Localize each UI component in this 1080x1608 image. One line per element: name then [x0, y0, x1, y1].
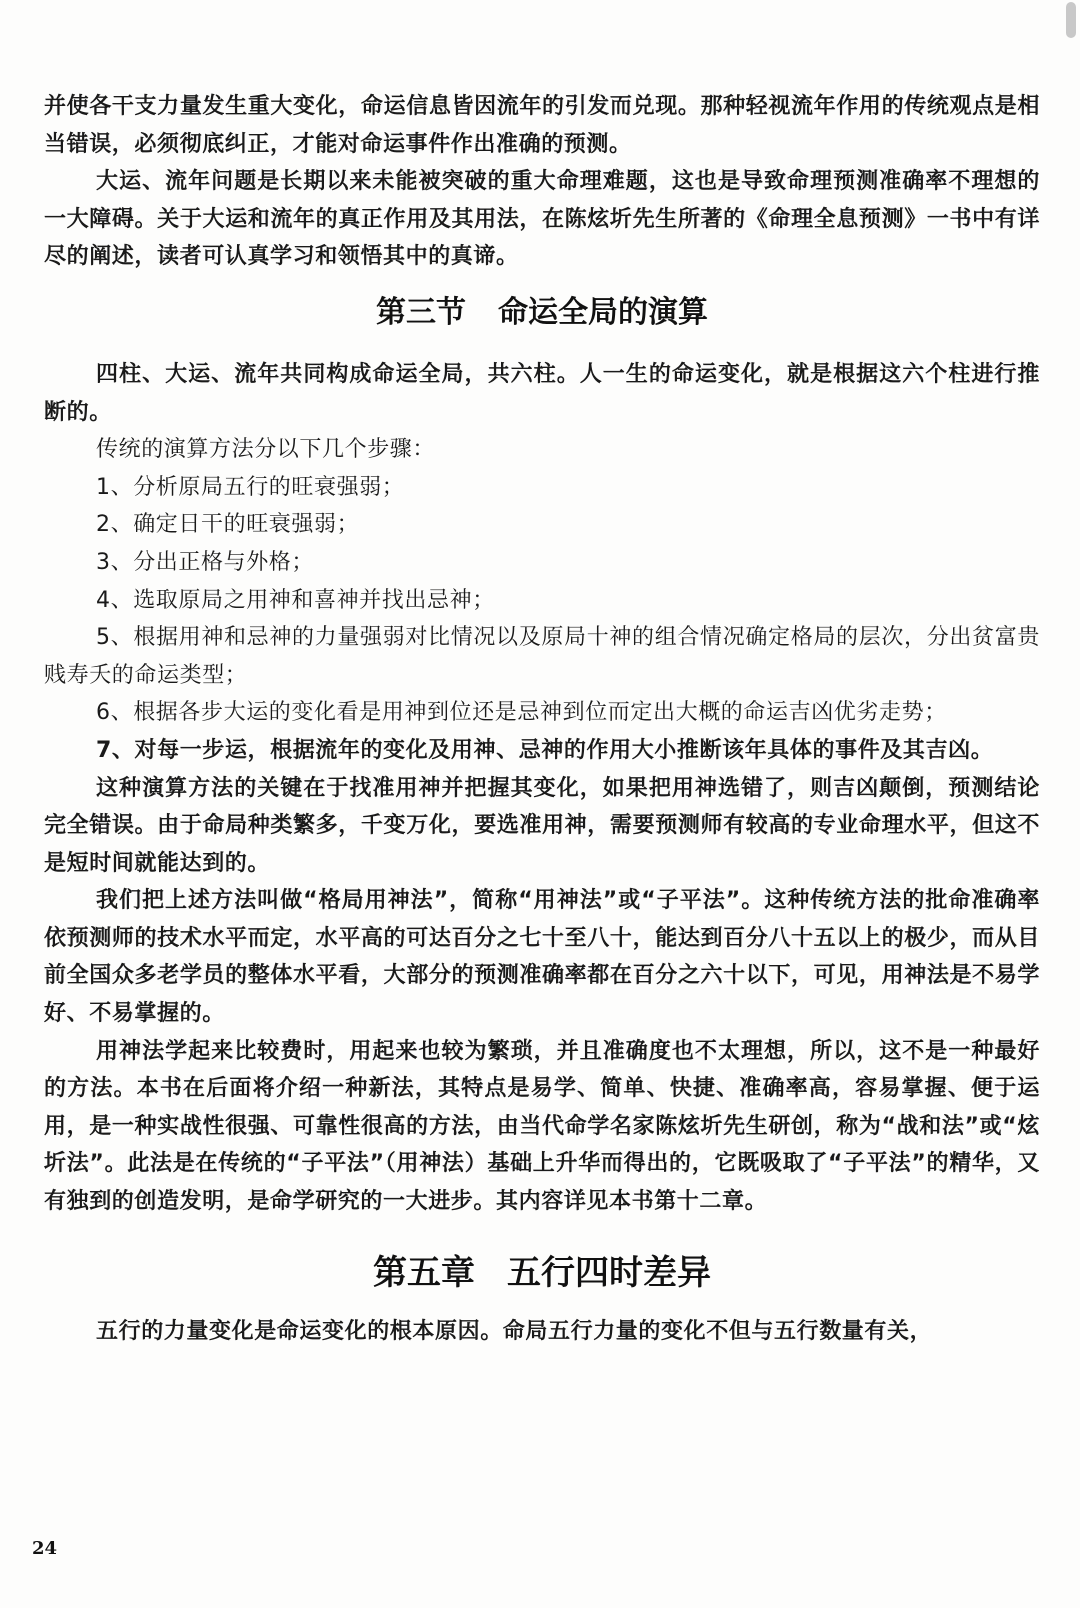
chapter-number: 第五章 — [373, 1252, 475, 1293]
chapter-paragraph-1: 五行的力量变化是命运变化的根本原因。命局五行力量的变化不但与五行数量有关， — [96, 1318, 933, 1344]
step-item-2: 2、确定日干的旺衰强弱； — [96, 512, 360, 538]
step-item-7: 7、对每一步运，根据流年的变化及用神、忌神的作用大小推断该年具体的事件及其吉凶。 — [96, 737, 994, 763]
section-paragraph-4: 我们把上述方法叫做“格局用神法”，简称“用神法”或“子平法”。这种传统方法的批命准确率依预测师的技术水平而定，水平高的可达百分之七十至八十，能达到百分八十五以上的极少，而从目前全国众多老学员的整体水平看，大部分的预测准确率都在百分之六十以下，可见，用神法是不易学好、不易掌握的。 — [44, 888, 1040, 1027]
section-heading — [44, 282, 1040, 344]
step-item-4: 4、选取原局之用神和喜神并找出忌神； — [96, 587, 495, 613]
chapter-title: 五行四时差异 — [507, 1252, 711, 1293]
step-item-1: 1、分析原局五行的旺衰强弱； — [96, 474, 405, 500]
section-title: 命运全局的演算 — [498, 294, 708, 330]
step-item-3: 3、分出正格与外格； — [96, 549, 314, 575]
section-number: 第三节 — [376, 294, 466, 330]
intro-paragraph-1: 并使各干支力量发生重大变化，命运信息皆因流年的引发而兑现。那种轻视流年作用的传统观点是相当错误，必须彻底纠正，才能对命运事件作出准确的预测。 — [44, 94, 1040, 157]
intro-paragraph-2: 大运、流年问题是长期以来未能被突破的重大命理难题，这也是导致命理预测准确率不理想的一大障碍。关于大运和流年的真正作用及其用法，在陈炫圻先生所著的《命理全息预测》一书中有详尽的阐述，读者可认真学习和领悟其中的真谛。 — [44, 169, 1040, 270]
section-paragraph-5: 用神法学起来比较费时，用起来也较为繁琐，并且准确度也不太理想，所以，这不是一种最好的方法。本书在后面将介绍一种新法，其特点是易学、简单、快捷、准确率高，容易掌握、便于运用，是一种实战性很强、可靠性很高的方法，由当代命学名家陈炫圻先生研创，称为“战和法”或“炫圻法”。此法是在传统的“子平法”（用神法）基础上升华而得出的，它既吸取了“子平法”的精华，又有独到的创造发明，是命学研究的一大进步。其内容详见本书第十二章。 — [44, 1038, 1040, 1215]
section-paragraph-1: 四柱、大运、流年共同构成命运全局，共六柱。人一生的命运变化，就是根据这六个柱进行推断的。 — [44, 361, 1040, 425]
page-number: 24 — [32, 1538, 58, 1559]
step-item-6: 6、根据各步大运的变化看是用神到位还是忌神到位而定出大概的命运吉凶优劣走势； — [96, 700, 947, 726]
chapter-heading — [44, 1235, 1040, 1311]
page-content — [44, 88, 1040, 1350]
scrollbar-thumb[interactable] — [1066, 2, 1076, 38]
step-item-5: 5、根据用神和忌神的力量强弱对比情况以及原局十神的组合情况确定格局的层次，分出贫富贵贱寿夭的命运类型； — [44, 625, 1040, 688]
section-paragraph-2: 传统的演算方法分以下几个步骤： — [96, 437, 436, 463]
section-paragraph-3: 这种演算方法的关键在于找准用神并把握其变化，如果把用神选错了，则吉凶颠倒，预测结论完全错误。由于命局种类繁多，千变万化，要选准用神，需要预测师有较高的专业命理水平，但这不是短时间就能达到的。 — [44, 775, 1040, 876]
